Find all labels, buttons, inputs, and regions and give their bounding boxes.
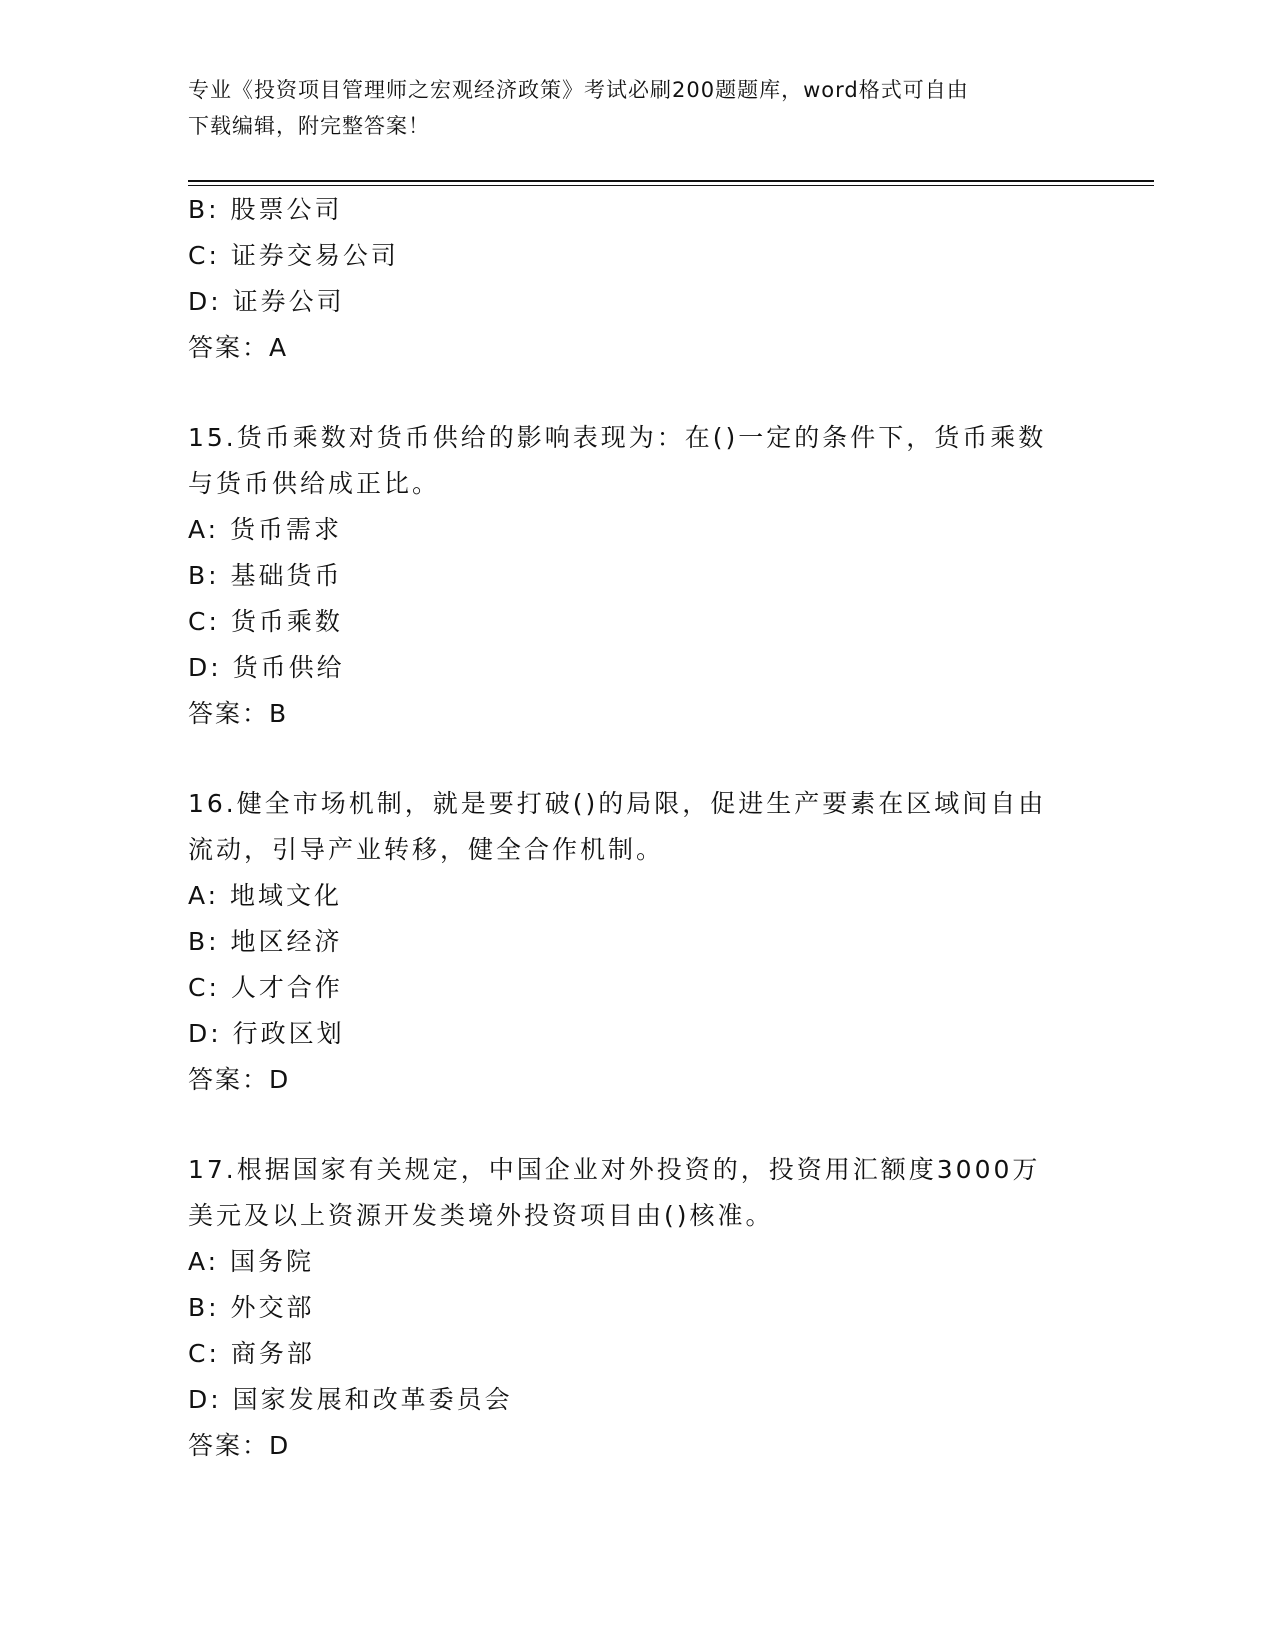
header-line-1: 专业《投资项目管理师之宏观经济政策》考试必刷200题题库，word格式可自由 [188,78,969,102]
option-b: B: 基础货币 [188,561,343,590]
option-b: B: 地区经济 [188,927,343,956]
option-a: A: 地域文化 [188,881,343,910]
spacer [188,371,1088,415]
answer: 答案：D [188,1431,291,1460]
question-15 [188,415,1088,737]
answer: 答案：A [188,333,289,362]
option-b: B: 外交部 [188,1293,315,1322]
answer: 答案：D [188,1065,291,1094]
question-text-line-1: 16.健全市场机制，就是要打破()的局限，促进生产要素在区域间自由 [188,789,1047,818]
header-divider-thick [188,180,1154,182]
option-a: A: 货币需求 [188,515,343,544]
option-c: C: 证券交易公司 [188,241,399,270]
option-d: D: 国家发展和改革委员会 [188,1385,513,1414]
option-d: D: 行政区划 [188,1019,345,1048]
header-line-2: 下载编辑，附完整答案！ [188,114,430,138]
option-d: D: 证券公司 [188,287,345,316]
question-text-line-1: 17.根据国家有关规定，中国企业对外投资的，投资用汇额度3000万 [188,1155,1041,1184]
option-a: A: 国务院 [188,1247,315,1276]
answer: 答案：B [188,699,289,728]
option-d: D: 货币供给 [188,653,345,682]
question-17 [188,1147,1088,1469]
spacer [188,1103,1088,1147]
spacer [188,737,1088,781]
question-14-tail [188,187,1088,371]
option-c: C: 人才合作 [188,973,343,1002]
question-list [188,187,1088,1469]
option-b: B: 股票公司 [188,195,343,224]
question-text-line-2: 流动，引导产业转移，健全合作机制。 [188,835,665,864]
question-text-line-1: 15.货币乘数对货币供给的影响表现为：在()一定的条件下，货币乘数 [188,423,1047,452]
header-divider-thin [188,185,1154,186]
option-c: C: 商务部 [188,1339,315,1368]
question-text-line-2: 美元及以上资源开发类境外投资项目由()核准。 [188,1201,774,1230]
option-c: C: 货币乘数 [188,607,343,636]
question-16 [188,781,1088,1103]
document-header [188,72,1088,144]
question-text-line-2: 与货币供给成正比。 [188,469,441,498]
